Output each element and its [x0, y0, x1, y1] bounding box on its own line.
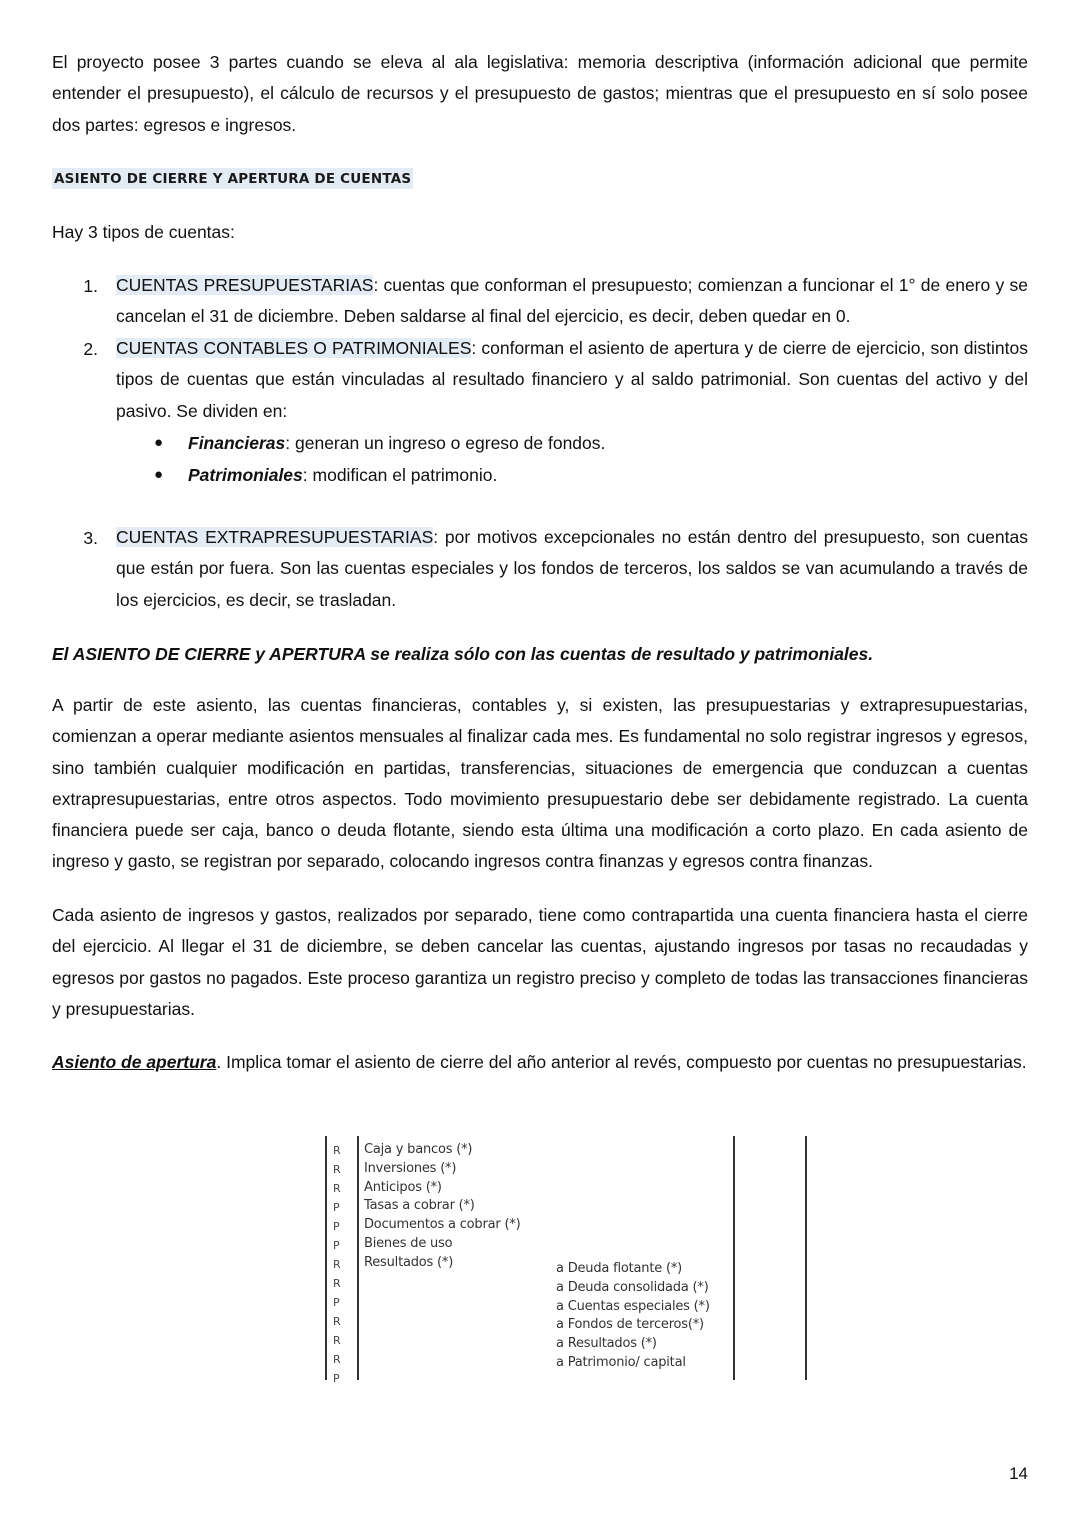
list-text: CUENTAS EXTRAPRESUPUESTARIAS: por motivos excepcionales no están dentro del presupuesto, son cuentas que están por fuera. Son las cuentas especiales y los fondos de terceros, los saldos se van acumulando a través de los ejercicios, es decir, se trasladan.	[116, 527, 1028, 610]
document-page: El proyecto posee 3 partes cuando se eleva al ala legislativa: memoria descriptiva (información adicional que permite entender el presupuesto), el cálculo de recursos y el presupuesto de gastos; mientras que el presupuesto en sí solo posee dos partes: egresos e ingresos. ASIENTO DE CIERRE Y APERTURA DE CUENTAS Hay 3 tipos de cuentas: 1. CUENTAS PRESUPUESTARIAS: cuentas que conforman el presupuesto; comienzan a funcionar el 1° de enero y se cancelan el 31 de diciembre. Deben saldarse al final del ejercicio, es decir, deben quedar en 0. 2. CUENTAS CONTABLES O PATRIMONIALES: conforman el asiento de apertura y de cierre de ejercicio, son distintos tipos de cuentas que están vinculadas al resultado financiero y al saldo patrimonial. Son cuentas del activo y del pasivo. Se dividen en: ● Financieras: generan un ingreso o egreso de fondos. ● Patrimoniales: modifican el patrimonio. 3. CUENTAS EXTRAPRESUPUESTARIAS: por motivos excepcionales no están dentro del presupuesto, son cuentas que están por fuera. Son las cuentas especiales y los fondos de terceros, los saldos se van acumulando a través de los ejercicios, es decir, se trasladan. El ASIENTO DE CIERRE y APERTURA se realiza sólo con las cuentas de resultado y patrimoniales. A partir de este asiento, las cuentas financieras, contables y, si existen, las presupuestarias y extrapresupuestarias, comienzan a operar mediante asientos mensuales al finalizar cada mes. Es fundamental no solo registrar ingresos y egresos, sino también cualquier modificación en partidas, transferencias, situaciones de emergencia que conduzcan a cuentas extrapresupuestarias, entre otros aspectos. Todo movimiento presupuestario debe ser debidamente registrado. La cuenta financiera puede ser caja, banco o deuda flotante, siendo esta última una modificación a corto plazo. En cada asiento de ingreso y gasto, se registran por separado, colocando ingresos contra finanzas y egresos contra finanzas. Cada asiento de ingresos y gastos, realizados por separado, tiene como contrapartida una cuenta financiera hasta el cierre del ejercicio. Al llegar el 31 de diciembre, se deben cancelar las cuentas, ajustando ingresos por tasas no recaudadas y egresos por gastos no pagados. Este proceso garantiza un registro preciso y completo de todas las transacciones financieras y presupuestarias. Asiento de apertura. Implica tomar el asiento de cierre del año anterior al revés, compuesto por cuentas no presupuestarias. R R R P P P R R P R R R P Caja y bancos (*) Inversiones (*) Anticipos (*) Tasas a cobrar (*) Documentos a cobrar (*) Bienes de uso Resultados (*) a Deuda flotante (*) a Deuda consolidada (*) a Cuentas especiales (*) a Fondos de terceros(*) a Resultados (*) a Patrimonio/ capital 14	[0, 0, 1080, 1525]
list-text: CUENTAS PRESUPUESTARIAS: cuentas que conforman el presupuesto; comienzan a funcionar el 1° de enero y se cancelan el 31 de diciembre. Deben saldarse al final del ejercicio, es decir, deben quedar en 0.	[116, 275, 1028, 327]
paragraph-1: A partir de este asiento, las cuentas financieras, contables y, si existen, las presupuestarias y extrapresupuestarias, comienzan a operar mediante asientos mensuales al finalizar cada mes. Es fundamental no solo registrar ingresos y egresos, sino también cualquier modificación en partidas, transferencias, situaciones de emergencia que conduzcan a cuentas extrapresupuestarias, entre otros aspectos. Todo movimiento presupuestario debe ser debidamente registrado. La cuenta financiera puede ser caja, banco o deuda flotante, siendo esta última una modificación a corto plazo. En cada asiento de ingreso y gasto, se registran por separado, colocando ingresos contra finanzas y egresos contra finanzas.	[52, 695, 1028, 872]
subterm: Financieras	[188, 433, 286, 453]
ledger-line-credit	[733, 1136, 735, 1380]
list-number: 1.	[83, 276, 98, 296]
ledger-line-left	[325, 1136, 327, 1380]
ledger-entry	[322, 1136, 822, 1386]
paragraph-2: Cada asiento de ingresos y gastos, realizados por separado, tiene como contrapartida una cuenta financiera hasta el cierre del ejercicio. Al llegar el 31 de diciembre, se deben cancelar las cuentas, ajustando ingresos por tasas no recaudadas y egresos por gastos no pagados. Este proceso garantiza un registro preciso y completo de todas las transacciones financieras y presupuestarias.	[52, 905, 1028, 1019]
bullet-icon: ●	[154, 466, 164, 483]
debit-accounts: Caja y bancos (*) Inversiones (*) Anticipos (*) Tasas a cobrar (*) Documentos a cobrar (*) Bienes de uso Resultados (*)	[364, 1142, 521, 1270]
page-number: 14	[1009, 1464, 1028, 1483]
apertura-paragraph: Asiento de apertura. Implica tomar el asiento de cierre del año anterior al revés, compuesto por cuentas no presupuestarias.	[52, 1052, 1027, 1072]
section-heading: ASIENTO DE CIERRE Y APERTURA DE CUENTAS	[52, 168, 413, 189]
ledger-line-debit	[357, 1136, 359, 1380]
intro-paragraph: El proyecto posee 3 partes cuando se eleva al ala legislativa: memoria descriptiva (información adicional que permite entender el presupuesto), el cálculo de recursos y el presupuesto de gastos; mientras que el presupuesto en sí solo posee dos partes: egresos e ingresos.	[52, 52, 1028, 135]
term-presupuestarias: CUENTAS PRESUPUESTARIAS	[116, 275, 374, 295]
bold-statement: El ASIENTO DE CIERRE y APERTURA se realiza sólo con las cuentas de resultado y patrimoniales.	[52, 644, 874, 664]
term-patrimoniales: CUENTAS CONTABLES O PATRIMONIALES	[116, 338, 472, 358]
apertura-term: Asiento de apertura	[52, 1052, 217, 1072]
bullet-icon: ●	[154, 434, 164, 451]
credit-accounts: a Deuda flotante (*) a Deuda consolidada (*) a Cuentas especiales (*) a Fondos de terceros(*) a Resultados (*) a Patrimonio/ capital	[556, 1261, 710, 1370]
types-intro: Hay 3 tipos de cuentas:	[52, 222, 235, 242]
ledger-letters: R R R P P P R R P R R R P	[333, 1144, 341, 1385]
list-number: 3.	[83, 528, 98, 548]
ledger-line-right	[805, 1136, 807, 1380]
list-text: CUENTAS CONTABLES O PATRIMONIALES: conforman el asiento de apertura y de cierre de ejercicio, son distintos tipos de cuentas que están vinculadas al resultado financiero y al saldo patrimonial. Son cuentas del activo y del pasivo. Se dividen en:	[116, 338, 1028, 421]
term-extrapresupuestarias: CUENTAS EXTRAPRESUPUESTARIAS	[116, 527, 434, 547]
list-number: 2.	[83, 339, 98, 359]
subterm: Patrimoniales	[188, 465, 303, 485]
